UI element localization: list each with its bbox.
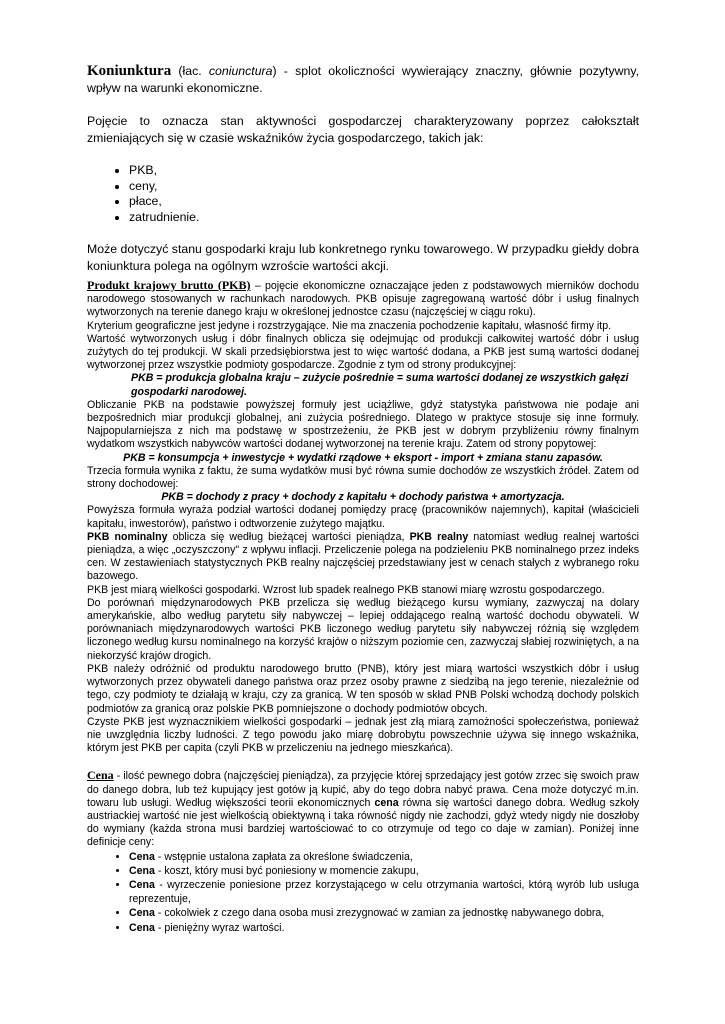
cena-intro-b: równa się wartości danego dobra. Według szkoły austriackiej wartość nie jest wielkością obiektywną i taka równość nigdy nie zachodzi, gdyż wtedy nigdy nie doszłoby do wymiany (każda strona musi bardziej wartościować to co otrzymuje od tego co daje w zamian). Poniżej inne definicje ceny: [87,796,639,849]
pkb-porownan: Do porównań międzynarodowych PKB przelicza się według bieżącego kursu wymiany, zazwyczaj na dolary amerykańskie, albo według parytetu siły nabywczej – lepiej oddającego realną wartość dochodu obywateli. W porównaniach międzynarodowych wartości PKB liczonego według parytetu siły nabywczej różnią się względem liczonego według kursu nominalnego na korzyść krajów o niższym poziomie cen, zazwyczaj słabiej rozwiniętych, a na niekorzyść krajów drogich. [87,596,639,662]
pkb-obliczanie: Obliczanie PKB na podstawie powyższej formuły jest uciążliwe, gdyż statystyka państwowa nie podaje ani bezpośrednich miar produkcji globalnej, ani zużycia pośredniego. Dlatego w praktyce stosuje się inne formuły. Najpopularniejsza z nich ma podstawę w spostrzeżeniu, że PKB jest w dobrym przybliżeniu równy finalnym wydatkom wszystkich nabywców wartości dodanej wytworzonej na terenie kraju. Zatem od strony popytowej: [87,398,639,451]
pkb-miara: PKB jest miarą wielkości gospodarki. Wzrost lub spadek realnego PKB stanowi miarę wzrostu gospodarczego. [87,583,605,596]
list-item: • płace, [129,194,639,210]
cena-intro-a: - ilość pewnego dobra (najczęściej pieniądza), za przyjęcie której sprzedający jest gotów zrzec się swoich praw do danego dobra, lub też kupujący jest gotów ją kupić, aby do tego dobra nabyć prawa. Cena może dotyczyć m.in. towaru lub usługi. Według większości teorii ekonomicznych [87,770,639,809]
cena-def-label: Cena [129,921,155,934]
cena-def-label: Cena [129,907,155,920]
pkb-term: Produkt krajowy brutto (PKB) [87,278,251,292]
pkb-cena-section [87,279,639,935]
cena-term: Cena [87,768,114,783]
list-item [129,864,639,878]
cena-definitions-list [87,850,639,935]
pkb-nominal-term: PKB nominalny [87,530,168,543]
koniunktura-definition [87,63,639,97]
pkb-kryterium: Kryterium geograficzne jest jedyne i rozstrzygające. Nie ma znaczenia pochodzenie kapitału, własność firmy itp. [87,319,612,332]
cena-def-label: Cena [129,864,155,877]
koniunktura-latin: coniunctura [208,64,273,78]
section-gap [87,755,639,769]
cena-definition [87,769,639,849]
pkb-intro: – pojęcie ekonomiczne oznaczające jeden z podstawowych mierników dochodu narodowego stosowanych w rachunkach narodowych. PKB opisuje zagregowaną wartość dóbr i usług finalnych wytworzonych na terenie danego kraju w określonej jednostce czasu (najczęściej w ciągu roku). [87,280,639,319]
cena-def-text: - cokolwiek z czego dana osoba musi zrezygnować w zamian za jednostkę nabywanego dobra, [154,907,605,920]
koniunktura-paragraph-2: Pojęcie to oznacza stan aktywności gospodarczej charakteryzowany poprzez całokształt zmieniających się w czasie wskaźników życia gospodarczego, takich jak: [87,114,639,145]
pkb-pnb: PKB należy odróżnić od produktu narodowego brutto (PNB), który jest miarą wartości wszystkich dóbr i usług wytworzonych przez obywateli danego państwa oraz przez osoby prawne z siedzibą na jego terenie, niezależnie od tego, czy podmioty te działają w kraju, czy za granicą. W ten sposób w skład PNB Polski wchodzą dochody polskich podmiotów za granicą oraz polskie PKB pomniejszone o dochody podmiotów obcych. [87,662,639,715]
list-item [129,878,639,906]
pkb-wartosc: Wartość wytworzonych usług i dóbr finalnych oblicza się odejmując od produkcji całkowitej wartość dóbr i usług zużytych do tej produkcji. W skali przedsiębiorstwa jest to więc wartość dodana, a PKB jest sumą wartości dodanej wytworzonej przez wszystkie podmioty gospodarcze. Zgodnie z tym od strony produkcyjnej: [87,332,639,372]
cena-def-label: Cena [129,850,155,863]
cena-def-text: - wstępnie ustalona zapłata za określone świadczenia, [154,850,413,863]
koniunktura-term: Koniunktura [87,63,172,79]
list-item [129,921,639,935]
pkb-trzecia: Trzecia formuła wynika z faktu, że suma wydatków musi być równa sumie dochodów ze wszystkich źródeł. Zatem od strony dochodowej: [87,464,639,491]
cena-def-text: - pieniężny wyraz wartości. [154,921,285,934]
koniunktura-def-a: (łac. [171,64,209,78]
pkb-nominal-a: oblicza się według bieżącej wartości pieniądza, [167,530,410,543]
koniunktura-paragraph-3: Może dotyczyć stanu gospodarki kraju lub konkretnego rynku towarowego. W przypadku giełdy dobra koniunktura polega na ogólnym wzroście wartości akcji. [87,242,639,273]
koniunktura-section [87,63,639,291]
cena-def-label: Cena [129,878,155,891]
pkb-czyste: Czyste PKB jest wyznacznikiem wielkości gospodarki – jednak jest złą miarą zamożności społeczeństwa, ponieważ nie uwzględnia liczby ludności. Z tego powodu jako miarę dobrobytu powszechnie używa się innego wskaźnika, którym jest PKB per capita (czyli PKB w przeliczeniu na jednego mieszkańca). [87,715,639,755]
pkb-definition [87,279,639,320]
pkb-powyzsza: Powyższa formuła wyraża podział wartości dodanej pomiędzy pracę (pracowników najemnych), kapitał (właścicieli kapitału, inwestorów), państwo i odtworzenie zużytego majątku. [87,504,639,530]
cena-def-text: - wyrzeczenie poniesione przez korzystającego w celu otrzymania wartości, którą wyrób lub usługa reprezentuje, [129,878,639,906]
pkb-nominal-real [87,531,639,584]
list-item: • PKB, [129,163,639,179]
list-item [129,850,639,864]
koniunktura-def-b: ) - splot okoliczności wywierający znaczny, głównie pozytywny, wpływ na warunki ekonomiczne. [87,64,639,95]
cena-def-text: - koszt, który musi być poniesiony w momencie zakupu, [154,864,419,877]
list-item [129,906,639,920]
pkb-nominal-b: natomiast według realnej wartości pieniądza, a więc „oczyszczony" z wpływu inflacji. Przeliczenie polega na podzieleniu PKB nominalnego przez indeks cen. W zestawieniach statystycznych PKB realny najczęściej przedstawiany jest w cenach stałych z wybranego roku bazowego. [87,530,639,583]
list-item: • zatrudnienie. [129,210,639,226]
pkb-formula-production: PKB = produkcja globalna kraju – zużycie pośrednie = suma wartości dodanej ze wszystkich gałęzi gospodarki narodowej. [131,372,629,398]
pkb-formula-income: PKB = dochody z pracy + dochody z kapitału + dochody państwa + amortyzacja. [161,491,565,504]
cena-keyword: cena [374,796,399,809]
koniunktura-indicator-list [87,163,639,225]
pkb-formula-demand: PKB = konsumpcja + inwestycje + wydatki rządowe + eksport - import + zmiana stanu zapasów. [123,451,603,464]
pkb-real-term: PKB realny [409,530,469,543]
list-item: • ceny, [129,179,639,195]
